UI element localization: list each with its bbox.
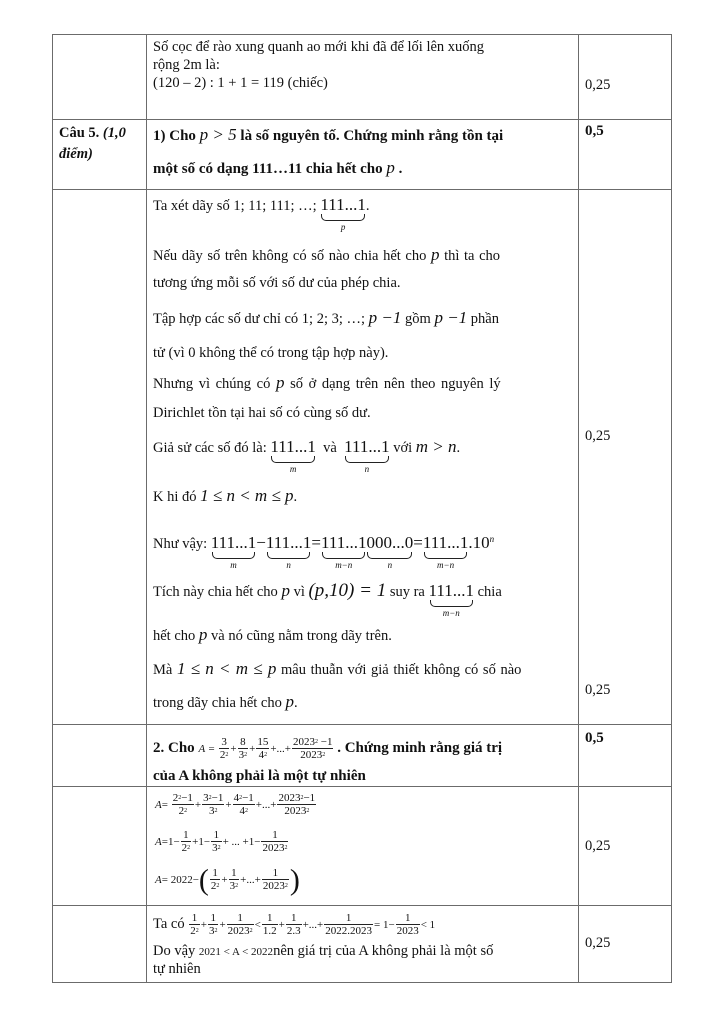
numerator: 1 (345, 912, 352, 925)
right-paren: ) (289, 863, 300, 897)
denominator: 2.3 (286, 925, 301, 938)
ones-number: 111...1 (320, 195, 366, 214)
brace (321, 214, 365, 221)
base: 2023 (227, 925, 250, 938)
r3-line-14: trong dãy chia hết cho p. (153, 692, 298, 711)
base: 3 (238, 749, 245, 762)
denominator (233, 804, 255, 817)
var-p: p (198, 625, 208, 644)
brace-sub: n (364, 464, 370, 474)
equals: = (161, 836, 168, 848)
fraction (324, 913, 373, 937)
underbrace-zeros (366, 532, 414, 570)
brace (424, 552, 468, 559)
base: 2 (172, 792, 179, 805)
brace-sub: m−n (437, 559, 455, 570)
plus: + (200, 919, 207, 931)
denominator (227, 924, 254, 937)
brace-sub: n (286, 559, 291, 570)
r3-line-1: Ta xét dãy số 1; 11; 111; …; 111...1 p . (153, 195, 370, 232)
r3-score-2: 0,25 (585, 682, 611, 698)
r6-score: 0,25 (585, 935, 611, 951)
denominator (261, 841, 288, 854)
exponent: 2 (216, 883, 220, 890)
numerator: 1 (212, 867, 218, 880)
numerator: 1 (213, 829, 220, 842)
exponent-n: n (489, 534, 495, 544)
numerator: 1 (210, 912, 216, 925)
brace-sub: p (340, 222, 346, 232)
ellipsis: + ... +1− (222, 836, 261, 848)
base: 4 (233, 792, 240, 805)
fraction (238, 737, 249, 761)
r3-line-10 (153, 530, 495, 570)
denominator (238, 748, 249, 761)
exponent: 2 (284, 883, 288, 890)
base: 3 (229, 880, 236, 893)
fraction (261, 830, 288, 854)
one-minus: 1− (167, 836, 180, 848)
r3-l14a: trong dãy chia hết cho (153, 695, 282, 711)
r3-l12a: hết cho (153, 628, 196, 644)
exponent: 2 (306, 808, 310, 815)
inequality: 1 ≤ n < m ≤ p (176, 659, 277, 678)
r3-line-2 (153, 246, 500, 265)
brace-sub: m (230, 559, 237, 570)
r3-l12b: và nó cũng nằm trong dãy trên. (211, 628, 392, 644)
denominator (277, 804, 316, 817)
base: 4 (258, 749, 265, 762)
question-label (59, 124, 126, 142)
var-A: A (155, 799, 162, 811)
column-divider (146, 35, 147, 982)
r2-prefix: 1) Cho (153, 128, 196, 144)
r2-rest: là số nguyên tố. Chứng minh rằng tồn tại (240, 128, 504, 144)
denominator: 1.2 (262, 925, 277, 938)
ones-number: 111...1 (210, 532, 257, 552)
numerator: 1 (267, 912, 273, 925)
plus: + (225, 799, 232, 811)
brace (345, 456, 389, 463)
r3-l2b: thì ta cho (444, 248, 501, 264)
ones-number: 111...1 (320, 532, 367, 552)
less-than-one: < 1 (420, 919, 436, 931)
r3-l11a: Tích này chia hết cho (153, 584, 278, 600)
exponent: 2 (195, 928, 199, 935)
r3-line-13 (153, 660, 521, 679)
r3-score-1: 0,25 (585, 428, 611, 444)
ellipsis: +...+ (255, 799, 277, 811)
inequality: 1 ≤ n < m ≤ p (200, 486, 294, 505)
denominator (181, 841, 192, 854)
exponent: 2 (184, 808, 188, 815)
plus: + (219, 919, 226, 931)
brace (322, 552, 366, 559)
ones-number: 111...1 (270, 437, 316, 456)
zeros-number: 000...0 (366, 532, 414, 552)
minus: − (256, 532, 266, 552)
r3-line-8: Giả sử các số đó là: 111...1 m và 111...1 n với m > n. (153, 437, 461, 474)
numerator: 8 (240, 736, 246, 749)
brace-sub: m−n (442, 608, 460, 618)
value-2022: 2022 (170, 874, 193, 886)
column-divider (578, 35, 579, 982)
numerator: 15 (257, 736, 269, 749)
r3-l4c: phần (470, 311, 499, 327)
underbrace-m (210, 532, 257, 570)
m-gt-n: m > n (415, 437, 457, 456)
r3-line-6 (153, 374, 501, 393)
equals: = (161, 799, 168, 811)
brace (267, 552, 311, 559)
fraction (210, 868, 221, 892)
numerator: 1 (183, 829, 189, 842)
r3-l1-text: Ta xét dãy số 1; 11; 111; …; (153, 198, 317, 214)
fraction (189, 913, 200, 937)
r3-line-5: tử (vì 0 không thể có trong tập hợp này). (153, 345, 389, 361)
base: 4 (239, 805, 245, 818)
minus-one: −1 (318, 736, 333, 749)
plus: + (278, 919, 285, 931)
question-number: Câu 5. (59, 125, 100, 141)
fraction (229, 868, 240, 892)
r2-line-1 (153, 126, 503, 145)
numerator: 1 (404, 912, 411, 925)
r2-condition: p > 5 (199, 125, 237, 144)
minus-one: −1 (242, 792, 254, 805)
r3-line-12 (153, 626, 392, 645)
brace (430, 600, 474, 607)
r2-line2-text: một số có dạng 111…11 chia hết cho (153, 161, 383, 177)
p-minus-1: p −1 (434, 308, 468, 327)
numerator (292, 737, 333, 748)
brace-sub: m−n (335, 559, 353, 570)
exponent: 2 (284, 845, 288, 852)
numerator: 1 (290, 912, 297, 925)
r3-l11c: suy ra (389, 584, 425, 600)
r4-prefix: 2. Cho (153, 740, 195, 756)
r4-rest: . Chứng minh rằng giá trị (337, 740, 503, 756)
r3-line-9: K hi đó 1 ≤ n < m ≤ p. (153, 486, 298, 505)
equals: = (413, 532, 423, 552)
r3-l11d: chia (477, 584, 502, 600)
ones-number: 111...1 (422, 532, 469, 552)
exponent: 2 (244, 752, 248, 759)
r3-l2a: Nếu dãy số trên không có số nào chia hết cho (153, 248, 427, 264)
r2-score: 0,5 (585, 123, 604, 139)
left-paren: ( (198, 863, 209, 897)
var-A: A (155, 836, 162, 848)
r6-line-2 (153, 942, 493, 961)
base: 2023 (262, 842, 285, 855)
underbrace-p (320, 195, 366, 232)
denominator (189, 924, 200, 937)
numerator: 1 (272, 829, 278, 842)
ellipsis: +...+ (270, 743, 291, 755)
denominator (210, 879, 221, 892)
question-points: (1,0 (102, 125, 126, 141)
r4-formula (198, 736, 337, 762)
r3-line-3: tương ứng mỗi số với số dư của phép chia. (153, 275, 401, 291)
fraction (172, 793, 194, 817)
r6-formula (188, 912, 436, 938)
denominator (172, 804, 194, 817)
denominator (219, 748, 230, 761)
fraction (256, 737, 269, 761)
fraction (277, 793, 316, 817)
ones-number: 111...1 (428, 581, 474, 600)
r1-line-2: rộng 2m là: (153, 57, 220, 73)
exponent: 2 (187, 845, 191, 852)
numerator: 1 (191, 912, 198, 925)
r6-do-vay: Do vậy (153, 943, 196, 959)
numerator (172, 793, 194, 804)
r3-l6a: Nhưng vì chúng có (153, 376, 271, 392)
exponent: 2 (178, 795, 182, 802)
denominator (208, 924, 219, 937)
fraction (211, 830, 222, 854)
p-minus-1: p −1 (368, 308, 402, 327)
numerator: 1 (272, 867, 279, 880)
base: 2023 (284, 805, 307, 818)
fraction (208, 913, 219, 937)
r3-l8c: với (393, 440, 413, 456)
base: 2 (181, 842, 188, 855)
r1-score: 0,25 (585, 77, 611, 93)
r6-line-3: tự nhiên (153, 961, 201, 977)
exponent: 2 (244, 808, 248, 815)
fraction (233, 793, 255, 817)
exponent: 2 (239, 795, 243, 802)
exponent: 2 (300, 795, 304, 802)
r5-eq-3 (155, 862, 300, 898)
denominator: 2022.2023 (325, 925, 373, 938)
exponent: 2 (217, 845, 221, 852)
r6-inequality: 2021 < A < 2022 (198, 946, 274, 958)
r3-l4a: Tập hợp các số dư chỉ có 1; 2; 3; …; (153, 311, 366, 327)
brace (271, 456, 315, 463)
r6-ta-co: Ta có (153, 916, 185, 932)
r3-l13a: Mà (153, 662, 173, 678)
minus-one: −1 (303, 792, 316, 805)
denominator (211, 841, 222, 854)
base: 2023 (300, 749, 323, 762)
denominator: 2023 (396, 925, 419, 938)
plus-one-minus: +1− (192, 836, 211, 848)
ellipsis: +...+ (302, 919, 324, 931)
r4-score: 0,5 (585, 730, 604, 746)
underbrace-mn (320, 532, 367, 570)
var-p: p (281, 581, 290, 600)
denominator (292, 748, 333, 761)
underbrace-n (344, 437, 390, 474)
r5-score: 0,25 (585, 838, 611, 854)
denominator (229, 879, 240, 892)
r2-var-p: p (386, 158, 395, 177)
exponent: 2 (235, 883, 239, 890)
r3-line-11 (153, 580, 502, 618)
r3-l10a: Như vậy: (153, 535, 208, 552)
base: 2023 (262, 880, 285, 893)
fraction (262, 913, 278, 937)
numerator (233, 793, 255, 804)
question-points-unit: điểm) (59, 146, 93, 162)
numerator: 3 (221, 736, 227, 749)
brace (367, 552, 412, 559)
underbrace-m (270, 437, 316, 474)
equals: = (161, 874, 168, 886)
r3-line-7: Dirichlet tồn tại hai số có cùng số dư. (153, 405, 371, 421)
exponent: 2 (264, 752, 268, 759)
gcd-expression: (p,10) = 1 (308, 580, 387, 601)
r4-line-1 (153, 733, 502, 767)
numerator: 1 (237, 912, 243, 925)
exponent: 2 (249, 928, 253, 935)
exponent: 2 (214, 928, 218, 935)
fraction (286, 913, 302, 937)
exponent: 2 (315, 739, 318, 746)
plus: + (230, 743, 237, 755)
underbrace-n (265, 532, 312, 570)
fraction (262, 868, 289, 892)
exponent: 2 (214, 808, 218, 815)
r5-eq-2 (155, 826, 289, 858)
minus-one: −1 (211, 792, 224, 805)
less-than: < (254, 919, 261, 931)
brace-sub: n (387, 559, 393, 570)
underbrace-mn (428, 581, 475, 618)
var-A: A (155, 874, 162, 886)
r3-l8a: Giả sử các số đó là: (153, 440, 267, 456)
r3-l9a: K hi đó (153, 489, 197, 505)
var-p: p (285, 692, 294, 711)
r4-line-2: của A không phải là một tự nhiên (153, 768, 366, 784)
fraction (202, 793, 224, 817)
r3-l11b: vì (293, 584, 305, 600)
base: 2023 (293, 736, 315, 749)
numerator: 1 (231, 867, 237, 880)
brace-sub: m (289, 464, 297, 474)
var-p: p (275, 373, 285, 392)
fraction (292, 737, 333, 761)
base: 2 (190, 925, 196, 938)
A-equals: A = (198, 743, 216, 755)
r3-l13b: mâu thuẫn với giả thiết không có số nào (281, 662, 522, 678)
r5-eq-1 (155, 789, 317, 821)
r1-line-1: Số cọc để rào xung quanh ao mới khi đã để lối lên xuống (153, 39, 485, 55)
equals: = (311, 532, 321, 552)
denominator (262, 879, 289, 892)
r2-dot: . (398, 161, 403, 177)
denominator (202, 804, 224, 817)
brace (212, 552, 256, 559)
base: 3 (212, 842, 218, 855)
exponent: 2 (208, 795, 212, 802)
r3-line-4 (153, 309, 499, 328)
underbrace-mn (422, 532, 469, 570)
ellipsis: +...+ (240, 874, 261, 886)
equals-one-minus: = 1− (374, 919, 395, 931)
base: 2 (219, 749, 226, 762)
times-ten: .10 (468, 532, 490, 552)
r3-l8b: và (323, 440, 337, 456)
var-p: p (430, 245, 440, 264)
fraction (181, 830, 192, 854)
numerator (277, 793, 316, 804)
base: 3 (203, 792, 209, 805)
base: 3 (208, 925, 215, 938)
exponent: 2 (322, 752, 326, 759)
plus: + (194, 799, 202, 811)
ones-number: 111...1 (344, 437, 390, 456)
ones-number: 111...1 (265, 532, 312, 552)
fraction (227, 913, 254, 937)
plus: + (249, 743, 256, 755)
r3-l6b: số ở dạng trên nên theo nguyên lý (290, 376, 501, 392)
minus: − (192, 874, 199, 886)
r1-line-3: (120 – 2) : 1 + 1 = 119 (chiếc) (153, 75, 328, 91)
minus-one: −1 (181, 792, 193, 805)
base: 2 (178, 805, 185, 818)
r6-rest: nên giá trị của A không phải là một số (273, 943, 494, 959)
base: 3 (209, 805, 215, 818)
base: 2023 (278, 792, 301, 805)
fraction (219, 737, 230, 761)
r2-line-2 (153, 159, 402, 178)
base: 2 (210, 880, 217, 893)
plus: + (221, 874, 228, 886)
r3-l4b: gồm (405, 311, 431, 327)
fraction (396, 913, 420, 937)
exponent: 2 (225, 752, 229, 759)
denominator (256, 748, 269, 761)
numerator (202, 793, 224, 804)
r6-line-1 (153, 908, 435, 941)
